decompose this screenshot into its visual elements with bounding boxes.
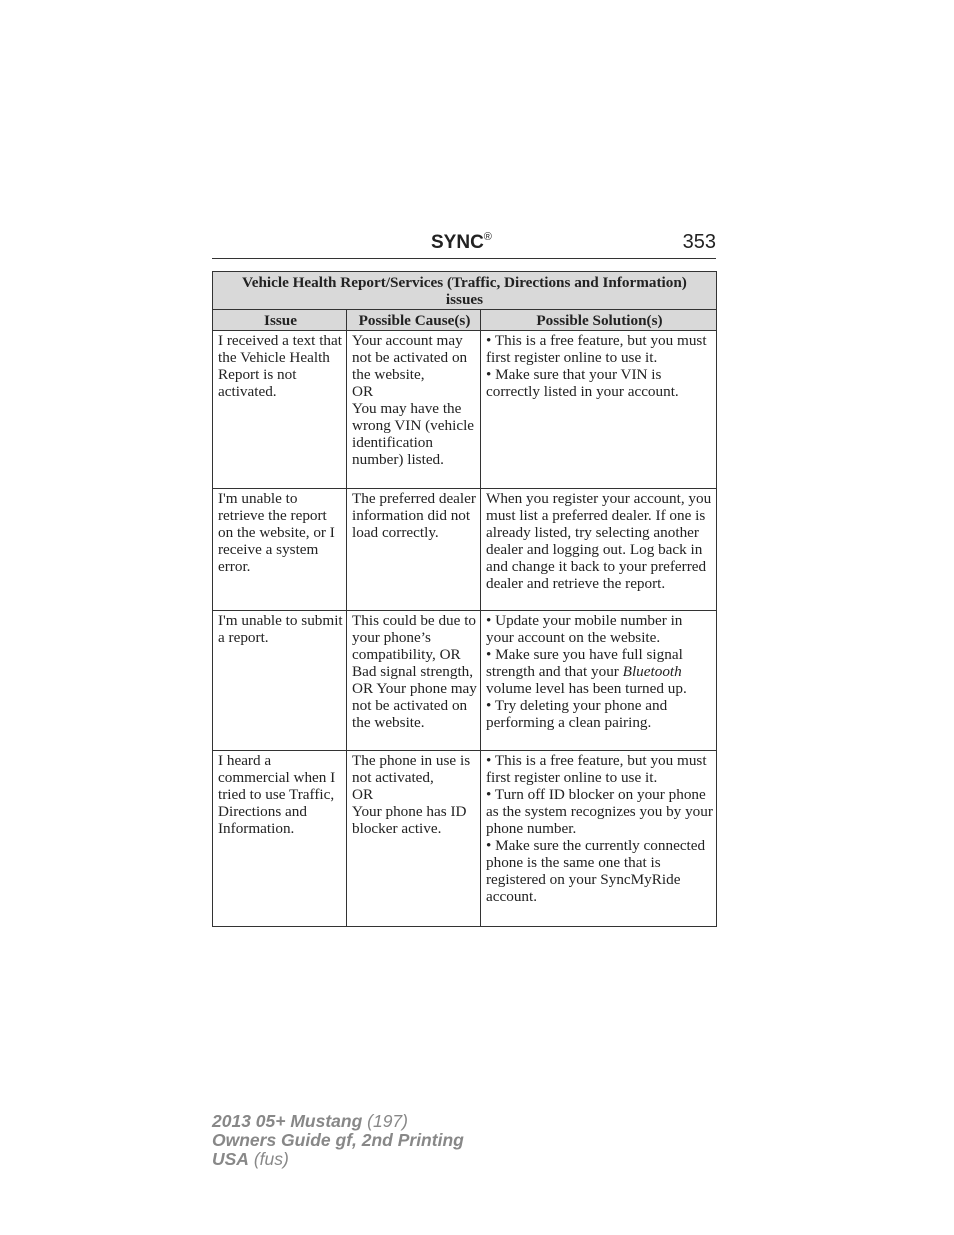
cause-text: Your account may not be activated on the website,: [352, 332, 468, 383]
solution-text: • This is a free feature, but you must first register online to use it.: [486, 752, 707, 786]
cause-cell: [347, 489, 481, 611]
table-row: [213, 489, 717, 611]
table-row: [213, 751, 717, 927]
cause-text: Your phone has ID blocker active.: [352, 803, 467, 837]
solution-cell: [481, 751, 717, 927]
solution-text: • Make sure the currently connected phone is the same one that is registered on your SyncMyRide account.: [486, 837, 706, 905]
solution-text: • Make sure you have full signal strength and that your Bluetooth volume level has been turned up.: [486, 646, 687, 697]
footer-line: Owners Guide gf, 2nd Printing: [212, 1130, 464, 1150]
bluetooth-term: Bluetooth: [622, 663, 682, 680]
table-title: Vehicle Health Report/Services (Traffic, Directions and Information) issues: [213, 272, 717, 310]
issue-cell: I'm unable to retrieve the report on the website, or I receive a system error.: [213, 489, 347, 611]
page-header: [212, 228, 716, 259]
solution-cell: [481, 611, 717, 751]
column-header-solution: Possible Solution(s): [481, 310, 717, 331]
cause-text: OR: [352, 786, 374, 803]
issues-table: [212, 271, 717, 927]
issue-cell: I'm unable to submit a report.: [213, 611, 347, 751]
solution-text: • Turn off ID blocker on your phone as the system recognizes you by your phone number.: [486, 786, 713, 837]
cause-text: This could be due to your phone’s compatibility, OR Bad signal strength, OR Your phone may not be activated on the website.: [352, 612, 477, 731]
column-header-cause: Possible Cause(s): [347, 310, 481, 331]
solution-cell: [481, 489, 717, 611]
cause-cell: [347, 611, 481, 751]
cause-text: The preferred dealer information did not load correctly.: [352, 490, 476, 541]
solution-cell: [481, 331, 717, 489]
cause-text: You may have the wrong VIN (vehicle identification number) listed.: [352, 400, 475, 468]
solution-text: • Try deleting your phone and performing a clean pairing.: [486, 697, 668, 731]
cause-cell: [347, 331, 481, 489]
cause-text: OR: [352, 383, 374, 400]
cause-text: The phone in use is not activated,: [352, 752, 471, 786]
footer-line: USA (fus): [212, 1149, 289, 1169]
registered-mark: ®: [483, 231, 492, 243]
page-number: 353: [682, 231, 716, 253]
cause-cell: [347, 751, 481, 927]
section-title: SYNC®: [431, 231, 492, 253]
issue-cell: I heard a commercial when I tried to use Traffic, Directions and Information.: [213, 751, 347, 927]
column-header-issue: Issue: [213, 310, 347, 331]
table-row: [213, 611, 717, 751]
issue-cell: I received a text that the Vehicle Health Report is not activated.: [213, 331, 347, 489]
solution-text: When you register your account, you must list a preferred dealer. If one is already listed, try selecting another dealer and logging out. Log back in and change it back to your preferred dealer and retrieve the report.: [486, 490, 712, 592]
footer-line: 2013 05+ Mustang (197): [212, 1111, 408, 1131]
page-footer: [212, 1112, 464, 1169]
table-row: [213, 331, 717, 489]
solution-text: • Update your mobile number in your account on the website.: [486, 612, 683, 646]
solution-text: • This is a free feature, but you must first register online to use it.: [486, 332, 707, 366]
solution-text: • Make sure that your VIN is correctly listed in your account.: [486, 366, 679, 400]
